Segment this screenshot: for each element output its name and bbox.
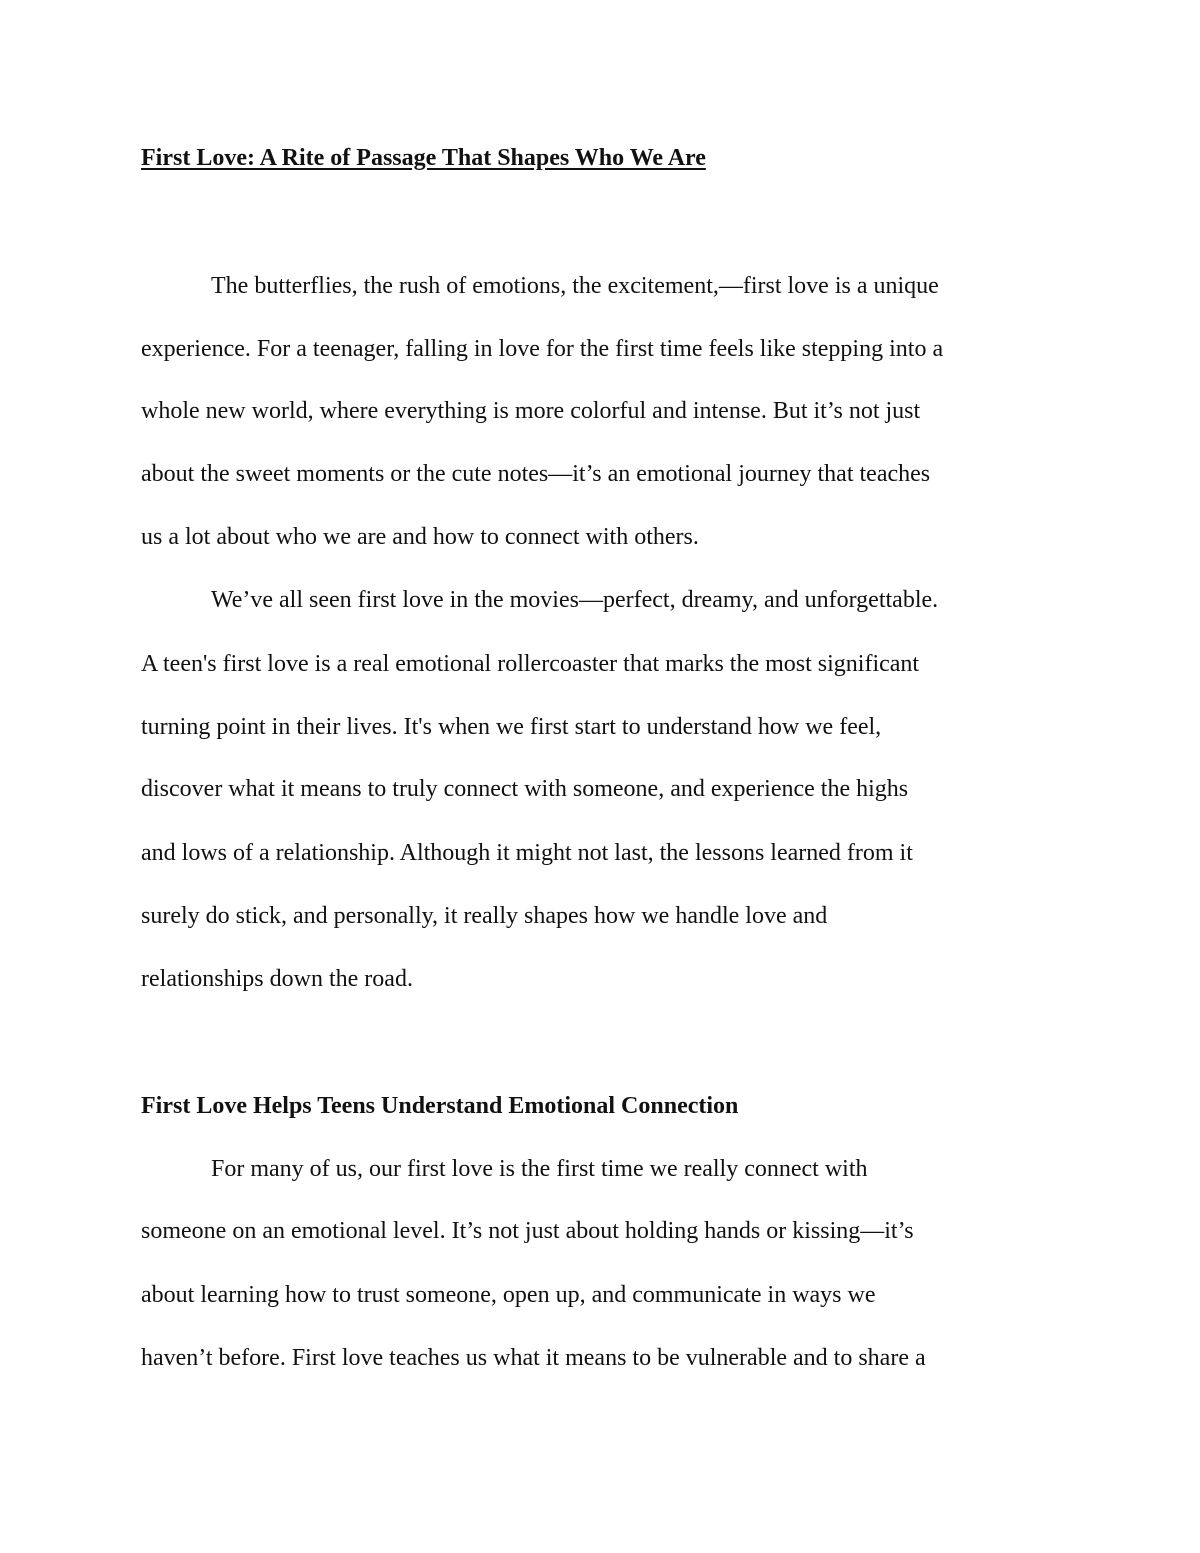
paragraph-line: We’ve all seen first love in the movies—perfect, dreamy, and unforgettable.: [211, 587, 939, 613]
paragraph-line: The butterflies, the rush of emotions, the excitement,—first love is a unique: [211, 273, 939, 299]
paragraph-line: haven’t before. First love teaches us what it means to be vulnerable and to share a: [141, 1345, 926, 1371]
paragraph-line: and lows of a relationship. Although it might not last, the lessons learned from it: [141, 840, 913, 866]
paragraph-line: discover what it means to truly connect with someone, and experience the highs: [141, 776, 909, 802]
paragraph-line: about the sweet moments or the cute notes—it’s an emotional journey that teaches: [141, 461, 931, 487]
document-title: First Love: A Rite of Passage That Shapes Who We Are: [141, 145, 706, 171]
paragraph-line: turning point in their lives. It's when we first start to understand how we feel,: [141, 714, 882, 740]
paragraph-line: For many of us, our first love is the first time we really connect with: [211, 1156, 868, 1182]
paragraph-line: A teen's first love is a real emotional rollercoaster that marks the most significant: [141, 651, 920, 677]
paragraph-line: us a lot about who we are and how to connect with others.: [141, 524, 699, 550]
paragraph-line: relationships down the road.: [141, 966, 413, 992]
paragraph-line: about learning how to trust someone, open up, and communicate in ways we: [141, 1282, 876, 1308]
paragraph-line: whole new world, where everything is more colorful and intense. But it’s not just: [141, 398, 921, 424]
section-heading: First Love Helps Teens Understand Emotional Connection: [141, 1093, 739, 1119]
paragraph-line: someone on an emotional level. It’s not just about holding hands or kissing—it’s: [141, 1218, 914, 1244]
paragraph-line: surely do stick, and personally, it really shapes how we handle love and: [141, 903, 828, 929]
paragraph-line: experience. For a teenager, falling in love for the first time feels like stepping into a: [141, 336, 944, 362]
